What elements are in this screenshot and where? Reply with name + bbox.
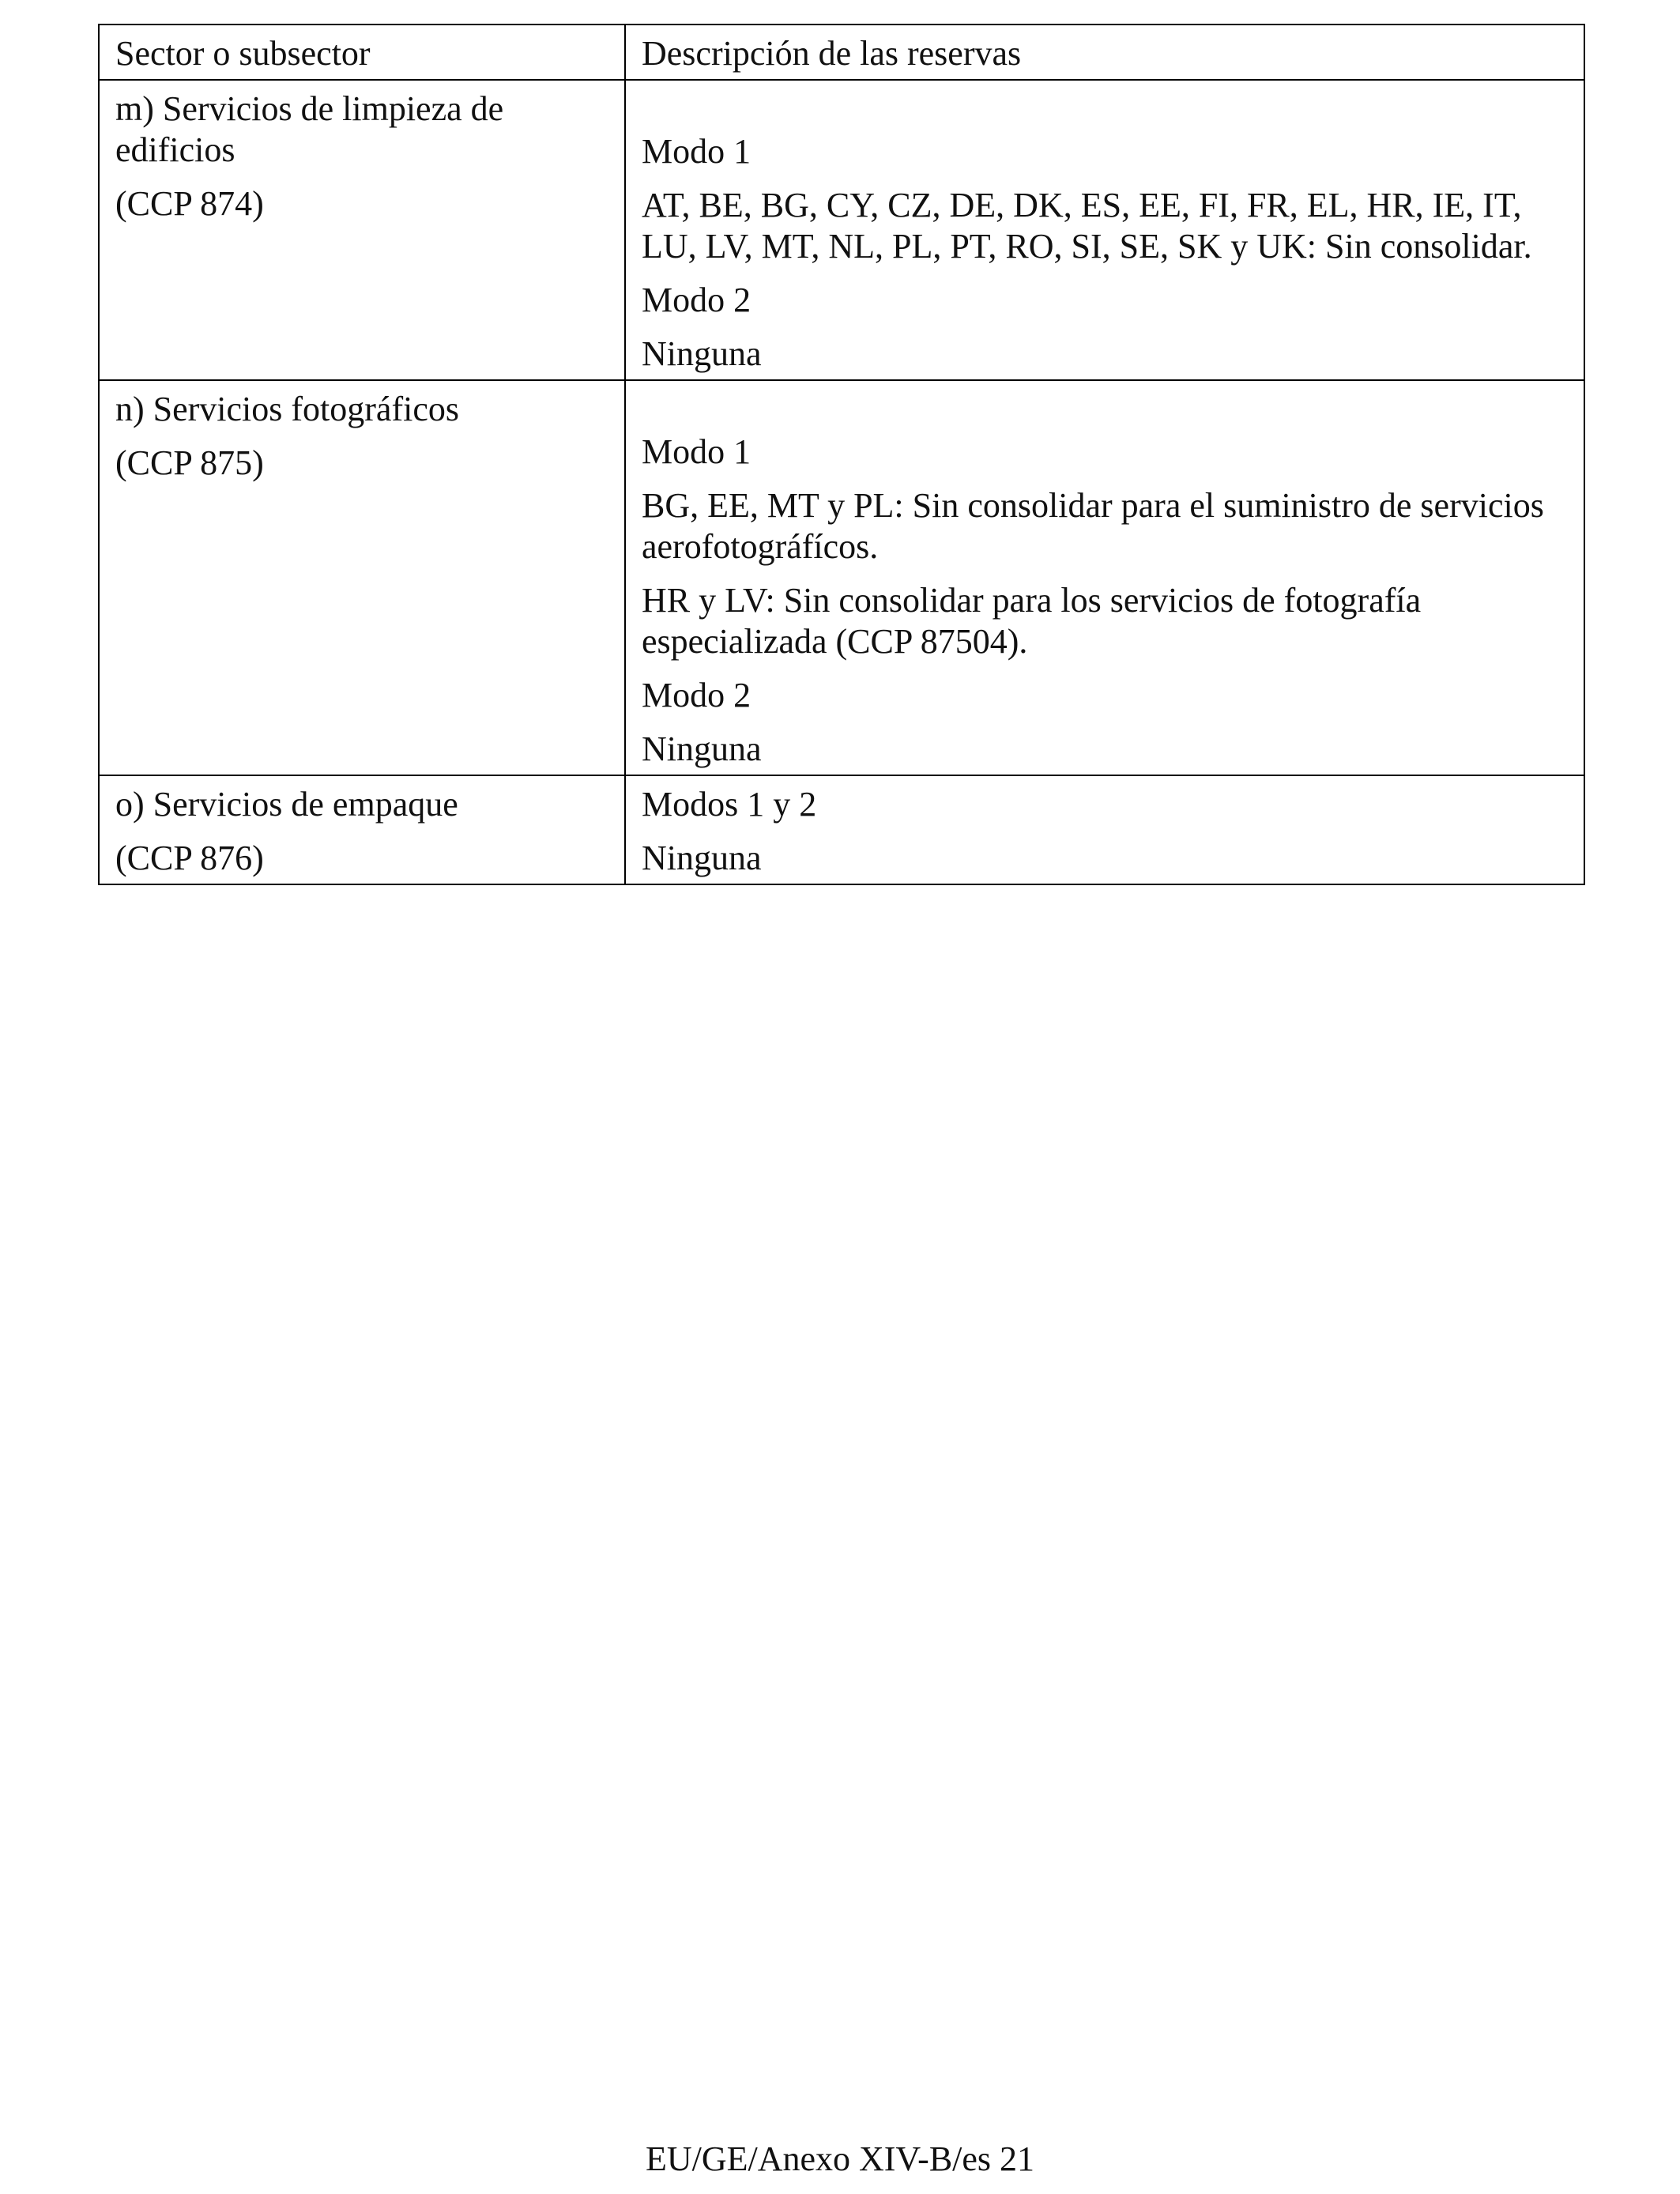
reservation-text: Ninguna bbox=[642, 729, 762, 768]
sector-code: (CCP 875) bbox=[115, 443, 264, 482]
mode-label: Modo 1 bbox=[642, 132, 751, 171]
page-footer: EU/GE/Anexo XIV-B/es 21 bbox=[645, 2139, 1035, 2178]
reservations-table bbox=[98, 24, 1585, 885]
reservation-text: HR y LV: Sin consolidar para los servicios de fotografía especializada (CCP 87504). bbox=[642, 581, 1422, 661]
sector-cell bbox=[99, 80, 625, 380]
sector-name: o) Servicios de empaque bbox=[115, 785, 458, 824]
description-cell bbox=[625, 80, 1584, 380]
reservation-text: BG, EE, MT y PL: Sin consolidar para el suministro de servicios aerofotográfícos. bbox=[642, 486, 1544, 566]
mode-label: Modo 2 bbox=[642, 676, 751, 714]
table-row-n bbox=[99, 380, 1584, 775]
table-header-row bbox=[99, 25, 1584, 80]
sector-cell bbox=[99, 380, 625, 775]
table-row-o bbox=[99, 775, 1584, 884]
mode-label: Modo 1 bbox=[642, 432, 751, 471]
table-row-m bbox=[99, 80, 1584, 380]
mode-label: Modo 2 bbox=[642, 281, 751, 319]
sector-code: (CCP 874) bbox=[115, 184, 264, 223]
reservation-text: Ninguna bbox=[642, 839, 762, 877]
sector-code: (CCP 876) bbox=[115, 839, 264, 877]
sector-name: n) Servicios fotográficos bbox=[115, 390, 459, 428]
reservation-text: AT, BE, BG, CY, CZ, DE, DK, ES, EE, FI, FR, EL, HR, IE, IT, LU, LV, MT, NL, PL, PT, RO, SI, SE, SK y UK: Sin consolidar. bbox=[642, 186, 1532, 266]
sector-cell bbox=[99, 775, 625, 884]
header-sector: Sector o subsector bbox=[99, 25, 625, 80]
description-cell bbox=[625, 775, 1584, 884]
reservation-text: Ninguna bbox=[642, 334, 762, 373]
header-description: Descripción de las reservas bbox=[625, 25, 1584, 80]
sector-name: m) Servicios de limpieza de edificios bbox=[115, 89, 504, 169]
description-cell bbox=[625, 380, 1584, 775]
mode-label: Modos 1 y 2 bbox=[642, 785, 817, 824]
